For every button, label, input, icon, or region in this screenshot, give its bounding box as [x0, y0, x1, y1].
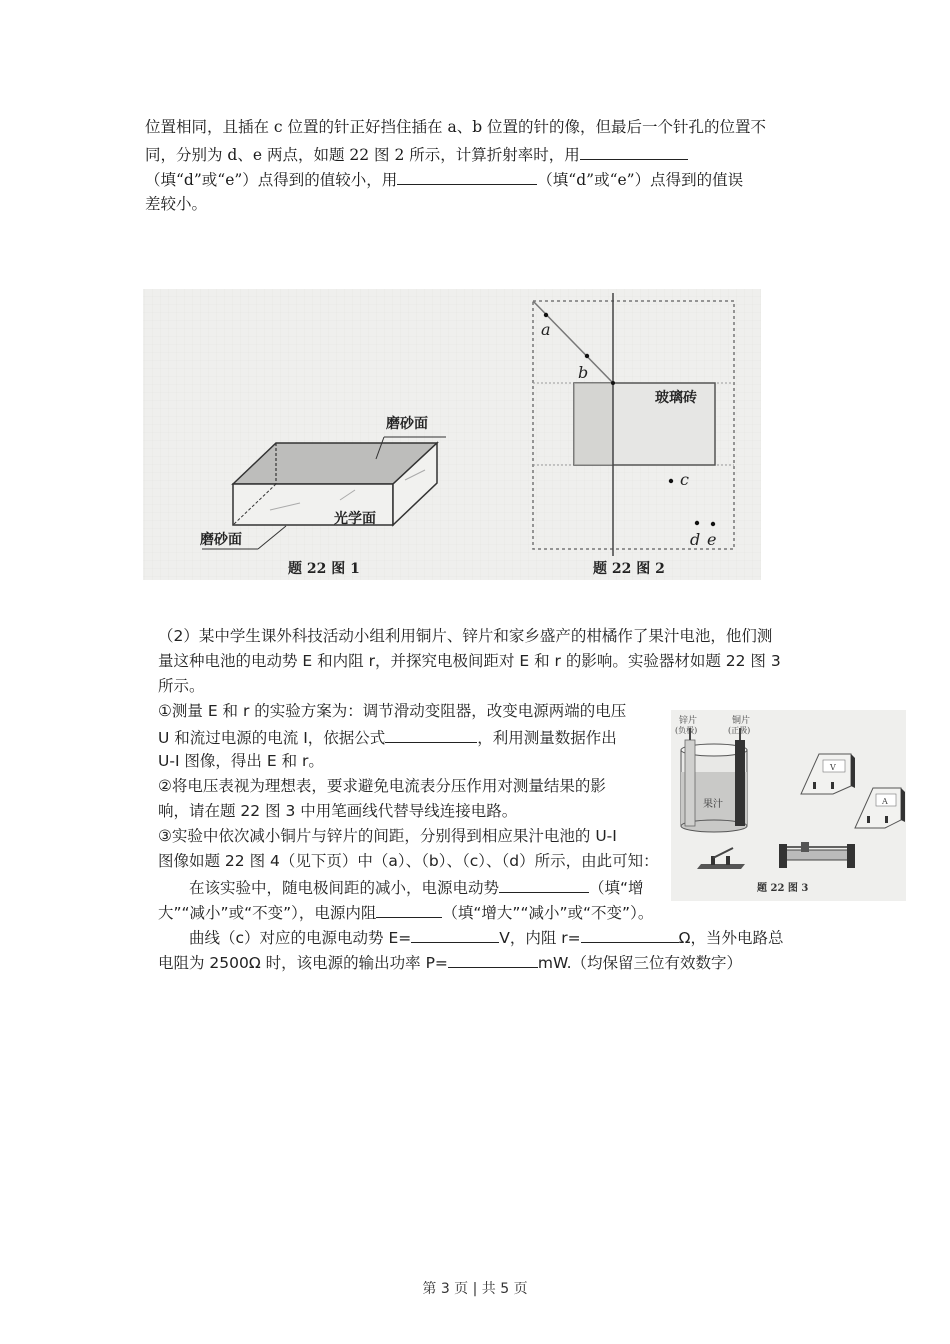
formula-blank[interactable]	[385, 724, 477, 743]
label-optical-face: 光学面	[334, 511, 376, 527]
answer-blank-1[interactable]	[580, 141, 688, 160]
curve-c-line-1: 曲线（c）对应的电源电动势 E= V，内阻 r= Ω，当外电路总	[158, 924, 783, 949]
q1-line-2: 同，分别为 d、e 两点，如题 22 图 2 所示，计算折射率时，用	[145, 141, 815, 167]
svg-text:(负极): (负极)	[675, 726, 698, 735]
part1-line-3: U-I 图像，得出 E 和 r。	[158, 752, 324, 770]
point-e	[711, 522, 715, 526]
svg-text:d: d	[690, 530, 701, 549]
point-d	[695, 521, 699, 525]
part2-line-1: ②将电压表视为理想表，要求避免电流表分压作用对测量结果的影	[158, 777, 606, 795]
resistance-trend-blank[interactable]	[376, 899, 442, 918]
conclusion-line-2: 大”“减小”或“不变”），电源内阻 （填“增大”“减小”或“不变”）。	[158, 899, 783, 924]
svg-text:a: a	[541, 320, 551, 339]
emf-value-blank[interactable]	[411, 924, 499, 943]
point-c	[669, 479, 673, 483]
label-frosted-bottom: 磨砂面	[200, 532, 242, 548]
output-power-blank[interactable]	[448, 949, 538, 968]
figure3-caption: 题 22 图 3	[757, 883, 809, 894]
figure-22-1-and-2	[143, 289, 761, 580]
part1-line-2: U 和流过电源的电流 I，依据公式 ，利用测量数据作出	[158, 724, 783, 749]
fruit-juice-beaker	[681, 728, 747, 832]
figure1-caption: 题 22 图 1	[288, 561, 360, 577]
svg-text:c: c	[680, 470, 689, 489]
label-glass-brick: 玻璃砖	[655, 390, 697, 406]
question2-intro: （2）某中学生课外科技活动小组利用铜片、锌片和家乡盛产的柑橘作了果汁电池，他们测 量这种电池的电动势 E 和内阻 r，并探究电极间距对 E 和 r 的影响。实验器材如题 22 图 3 所示。	[158, 627, 781, 695]
figure2-caption: 题 22 图 2	[593, 561, 665, 577]
svg-text:A: A	[882, 797, 888, 806]
svg-text:e: e	[707, 530, 717, 549]
part3-line-1: ③实验中依次减小铜片与锌片的间距，分别得到相应果汁电池的 U-I	[158, 827, 617, 845]
svg-text:b: b	[578, 363, 589, 382]
svg-text:(正极): (正极)	[728, 726, 751, 735]
page-footer: 第 3 页 | 共 5 页	[422, 1281, 528, 1297]
point-b	[585, 354, 589, 358]
q1-line-1: 位置相同，且插在 c 位置的针正好挡住插在 a、b 位置的针的像，但最后一个针孔的位置不	[145, 118, 767, 136]
part1-line-1: ①测量 E 和 r 的实验方案为：调节滑动变阻器，改变电源两端的电压	[158, 702, 627, 720]
label-juice: 果汁	[703, 799, 723, 810]
conclusion-line-1: 在该实验中，随电极间距的减小，电源电动势 （填“增	[158, 874, 783, 899]
part3-line-2: 图像如题 22 图 4（见下页）中（a）、（b）、（c）、（d）所示，由此可知：	[158, 852, 659, 870]
label-zinc: 锌片	[679, 716, 698, 726]
answer-blank-2[interactable]	[397, 166, 537, 185]
label-copper: 铜片	[732, 716, 751, 726]
curve-c-line-2: 电阻为 2500Ω 时，该电源的输出功率 P= mW.（均保留三位有效数字）	[158, 949, 783, 974]
label-frosted-top: 磨砂面	[386, 416, 428, 432]
q1-line-4: 差较小。	[145, 194, 208, 213]
internal-resistance-blank[interactable]	[581, 924, 679, 943]
svg-text:V: V	[830, 763, 836, 772]
question1-continuation	[145, 115, 815, 217]
figure-22-3	[671, 710, 906, 901]
point-a	[544, 313, 548, 317]
emf-trend-blank[interactable]	[499, 874, 589, 893]
part2-line-2: 响，请在题 22 图 3 中用笔画线代替导线连接电路。	[158, 802, 518, 820]
q1-line-3: （填“d”或“e”）点得到的值较小，用 （填“d”或“e”）点得到的值误	[145, 166, 815, 192]
